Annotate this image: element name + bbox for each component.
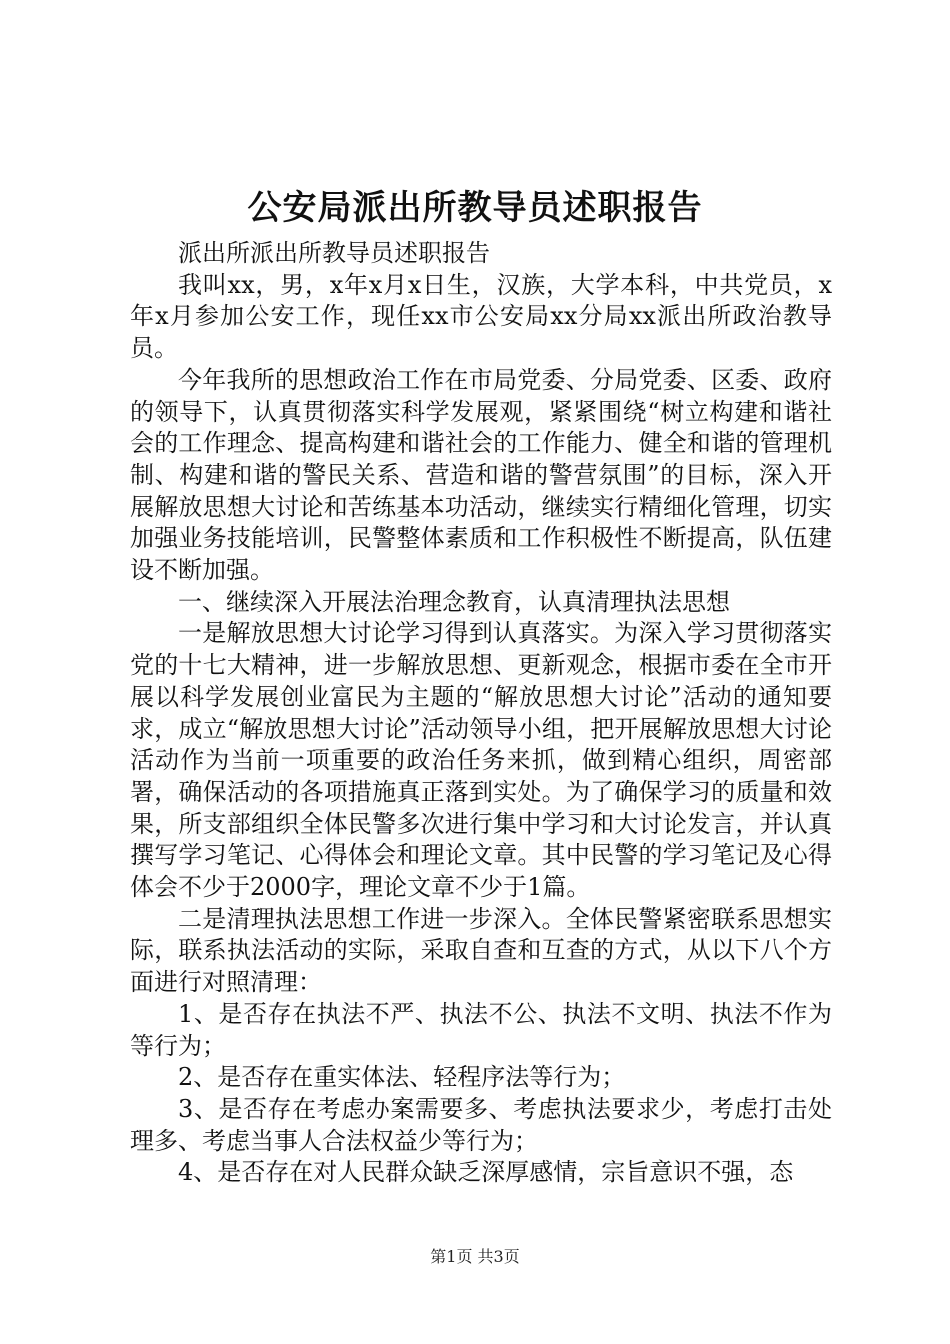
paragraph-summary: 今年我所的思想政治工作在市局党委、分局党委、区委、政府的领导下，认真贯彻落实科学发展观，紧紧围绕“树立构建和谐社会的工作理念、提高构建和谐社会的工作能力、健全和谐的管理机制、构建和谐的警民关系、营造和谐的警营氛围”的目标，深入开展解放思想大讨论和苦练基本功活动，继续实行精细化管理，切实加强业务技能培训，民警整体素质和工作积极性不断提高，队伍建设不断加强。 [130,365,832,585]
paragraph-point-2: 二是清理执法思想工作进一步深入。全体民警紧密联系思想实际，联系执法活动的实际，采取自查和互查的方式，从以下八个方面进行对照清理： [130,904,832,997]
list-item-1: 1、是否存在执法不严、执法不公、执法不文明、执法不作为等行为； [130,999,832,1060]
list-item-3: 3、是否存在考虑办案需要多、考虑执法要求少，考虑打击处理多、考虑当事人合法权益少等行为； [130,1094,832,1155]
section-heading-1: 一、继续深入开展法治理念教育，认真清理执法思想 [178,587,730,616]
paragraph-intro: 我叫xx，男，x年x月x日生，汉族，大学本科，中共党员，x年x月参加公安工作，现任xx市公安局xx分局xx派出所政治教导员。 [130,270,832,363]
paragraph-subtitle: 派出所派出所教导员述职报告 [178,239,490,267]
document-title: 公安局派出所教导员述职报告 [247,188,703,228]
page-footer: 第1页 共3页 [430,1247,520,1266]
paragraph-point-1: 一是解放思想大讨论学习得到认真落实。为深入学习贯彻落实党的十七大精神，进一步解放思想、更新观念，根据市委在全市开展以科学发展创业富民为主题的“解放思想大讨论”活动的通知要求，成立“解放思想大讨论”活动领导小组，把开展解放思想大讨论活动作为当前一项重要的政治任务来抓，做到精心组织，周密部署，确保活动的各项措施真正落到实处。为了确保学习的质量和效果，所支部组织全体民警多次进行集中学习和大讨论发言，并认真撰写学习笔记、心得体会和理论文章。其中民警的学习笔记及心得体会不少于2000字，理论文章不少于1篇。 [130,619,832,902]
list-item-4: 4、是否存在对人民群众缺乏深厚感情，宗旨意识不强，态 [178,1158,794,1187]
document-body [130,238,832,1189]
list-item-2: 2、是否存在重实体法、轻程序法等行为； [178,1063,626,1092]
